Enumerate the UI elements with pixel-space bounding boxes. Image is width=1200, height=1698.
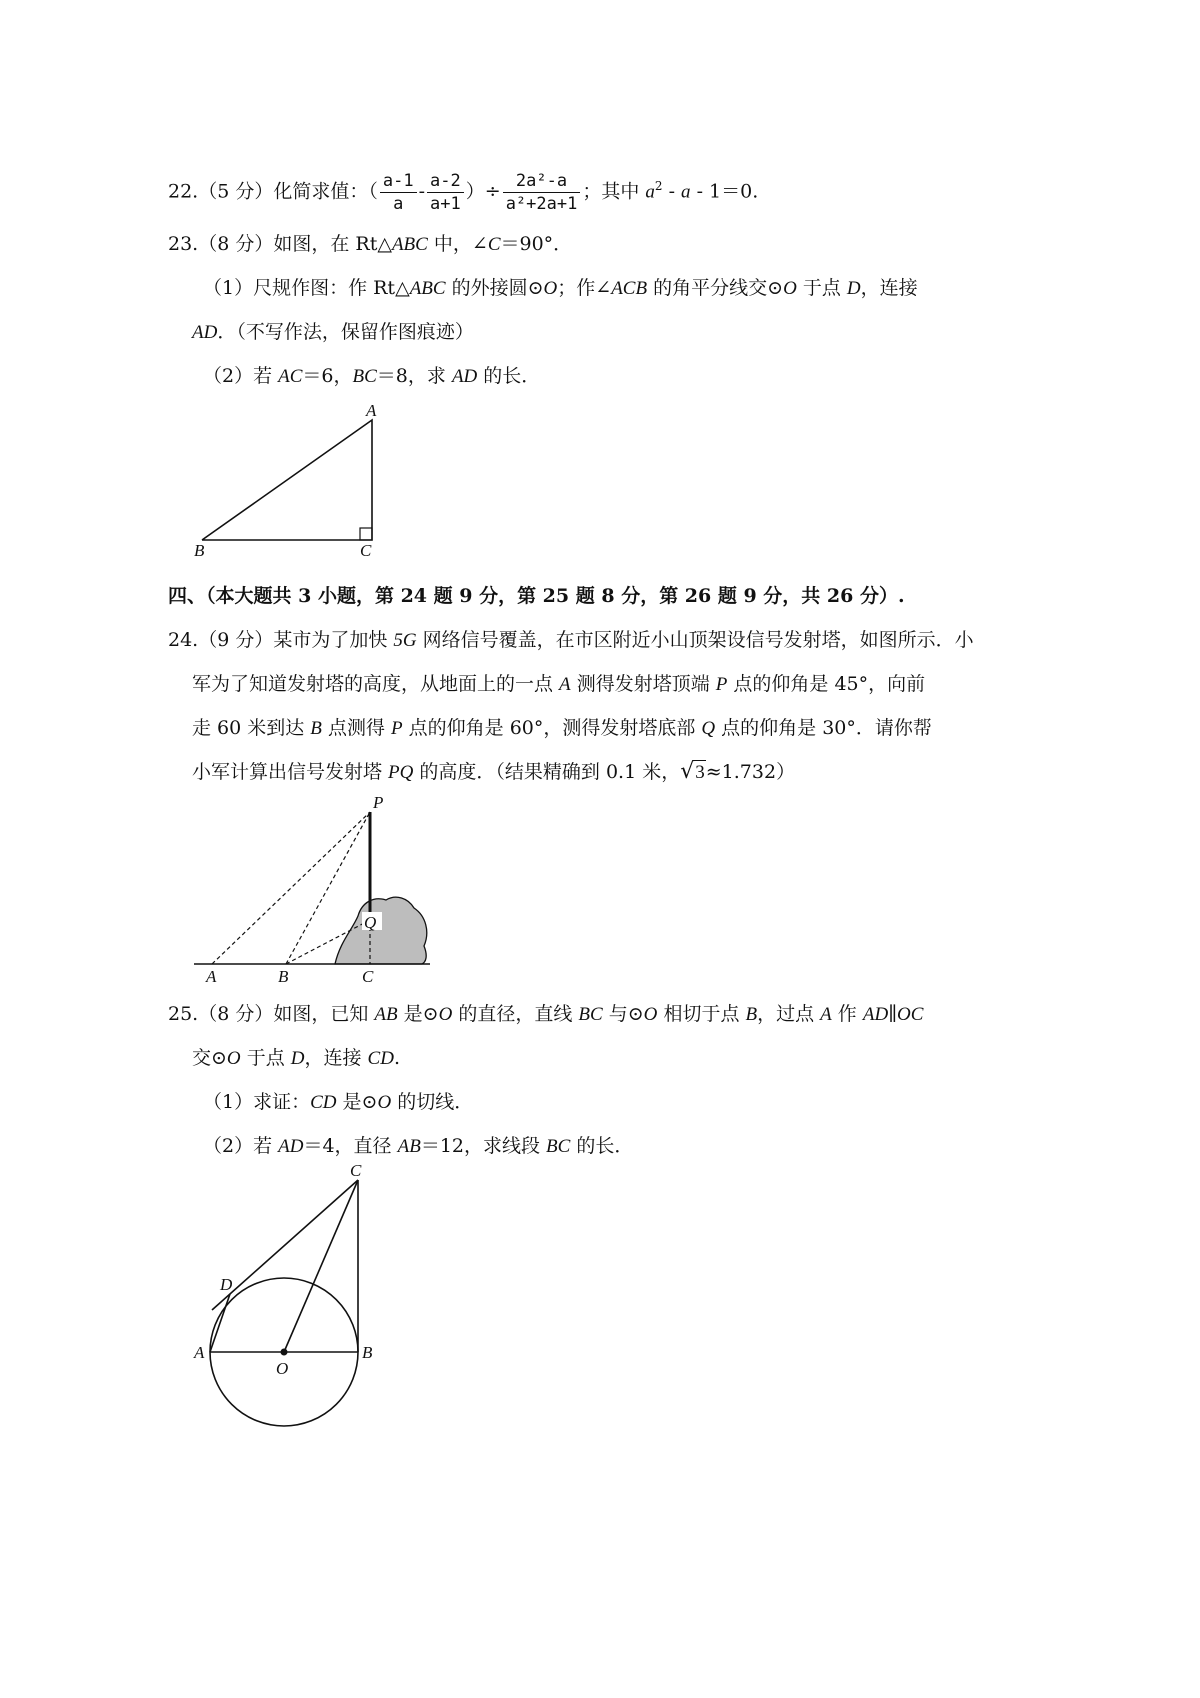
q24-line3 [192,716,932,741]
q25-l1-g: 作 [831,1003,863,1025]
q23-p1-ad: AD [192,322,218,343]
q22-cond-a: a [645,181,655,203]
q23-p1-o: O [543,278,558,299]
q24-l3-c: 点的仰角是 60°，测得发射塔底部 [402,717,702,739]
q25-l1-O2: O [643,1004,658,1025]
q23-p1-g: ．（不写作法，保留作图痕迹） [217,321,474,343]
q22-cond-mid: - [662,180,682,203]
q23-part1-line1 [203,276,918,301]
q22-f1-num: a-1 [382,170,414,191]
q22-f3-den: a²+2a+1 [503,192,581,215]
q25-line1 [168,1002,923,1027]
q23-part1-line2 [192,320,474,345]
q23-p1-f: ，连接 [860,277,918,299]
q25-l2-a: 交⊙ [192,1047,227,1069]
q24-radical-sign: √ [680,759,695,784]
q23-stem-abc: ABC [391,234,428,255]
q25-l1-a: 如图，已知 [273,1003,375,1025]
q24-label-a: A [206,967,217,986]
q24-label-b: B [278,967,289,986]
q23-label-a: A [366,401,377,420]
q23-part2 [203,364,540,389]
q25-l1-d: 与⊙ [602,1003,644,1025]
q24-label-q: Q [364,913,377,932]
q24-l4-b: 的高度．（结果精确到 0.1 米， [413,761,681,783]
q25-l1-AB: AB [374,1004,398,1025]
q25-p1-O: O [377,1092,392,1113]
q25-l1-e: 相切于点 [657,1003,746,1025]
q23-p1-abc: ABC [409,278,446,299]
q24-line2 [192,672,925,697]
q22-f2-num: a-2 [430,170,461,191]
q23-p1-o2: O [783,278,797,299]
q24-l2-P: P [715,674,728,695]
q25-l1-AD: AD [862,1004,889,1025]
q24-radicand: 3 [695,762,705,783]
q24-l1-b: 网络信号覆盖，在市区附近小山顶架设信号发射塔，如图所示．小 [416,629,974,651]
q25-l2-c: ，连接 [304,1047,368,1069]
q24-l2-A: A [559,674,571,695]
q25-l1-OC: OC [896,1004,924,1025]
q23-p2-c: ＝8，求 [376,365,452,387]
q22-divide: ÷ [484,180,501,203]
q24-line4 [192,760,795,785]
q23-p1-acb: ACB [611,278,648,299]
q25-part1 [203,1090,473,1115]
q25-p2-AD: AD [278,1136,304,1157]
q25-number: 25. [168,1003,199,1025]
q23-p2-b: ＝6， [302,365,353,387]
q22-line [168,164,758,215]
q25-label-b: B [362,1343,373,1362]
q22-number: 22. [168,180,199,203]
q23-stem-a: 如图，在 Rt△ [273,233,392,255]
q25-l2-b: 于点 [240,1047,291,1069]
q23-stem-c: C [487,234,501,255]
q25-line-cd [212,1180,358,1310]
q25-line2 [192,1046,400,1071]
q25-label-o: O [276,1359,289,1378]
q24-score: （9 分） [198,629,274,651]
q24-l3-P: P [391,718,403,739]
q24-line1 [168,628,974,653]
q23-p1-dd: D [846,278,861,299]
q24-l3-a: 走 60 米到达 [192,717,311,739]
q25-center-point [281,1349,288,1356]
q22-cond-sup: 2 [654,179,663,193]
q22-f2-den: a+1 [427,192,464,215]
q22-rparen: ） [465,180,485,203]
q24-l1-5g: 5G [393,630,417,651]
q23-p1-a: （1）尺规作图：作 Rt△ [203,277,410,299]
q22-lparen: （ [368,180,378,203]
q23-p2-ac: AC [278,366,303,387]
q23-triangle [202,420,372,540]
q25-l1-BC: BC [578,1004,603,1025]
q23-p1-d: 的角平分线交⊙ [647,277,784,299]
q23-p1-b: 的外接圆⊙ [445,277,544,299]
q25-l2-D: D [290,1048,305,1069]
q22-cond-a2: a [681,181,691,203]
q24-l4-a: 小军计算出信号发射塔 [192,761,389,783]
q25-score: （8 分） [198,1003,274,1025]
q22-f3-num: 2a²-a [515,170,568,191]
q22-fraction-3 [503,170,581,215]
q23-p2-bc: BC [352,366,377,387]
q22-minus: - [418,180,426,203]
q23-p1-c: ；作∠ [557,277,612,299]
q23-p2-d: 的长． [477,365,541,387]
q23-right-angle-mark [360,528,372,540]
q25-l1-f: ，过点 [757,1003,821,1025]
q25-p1-CD: CD [310,1092,337,1113]
q24-tower-figure [190,790,450,990]
q23-score: （8 分） [198,233,274,255]
q25-p2-BC: BC [546,1136,571,1157]
q25-label-c: C [350,1161,362,1180]
q25-p2-d: 的长． [570,1135,634,1157]
q22-fraction-2 [427,170,464,215]
q25-l2-O: O [226,1048,241,1069]
q25-l1-parallel: ∥ [888,1003,897,1025]
q25-p1-c: 的切线． [391,1091,474,1113]
q25-p2-c: ＝12，求线段 [420,1135,547,1157]
q23-p2-a: （2）若 [203,365,279,387]
q24-l4-PQ: PQ [388,762,414,783]
q22-cond-prefix: ；其中 [582,180,646,203]
q24-l1-a: 某市为了加快 [273,629,394,651]
q23-number: 23. [168,233,199,255]
q25-part2 [203,1134,633,1159]
q23-p1-e: 于点 [796,277,847,299]
q24-l2-b: 测得发射塔顶端 [570,673,716,695]
q25-l2-d: . [393,1047,400,1069]
q24-l3-Q: Q [701,718,716,739]
q22-lead: 化简求值： [273,180,369,203]
q24-l2-a: 军为了知道发射塔的高度，从地面上的一点 [192,673,560,695]
q25-l2-CD: CD [367,1048,394,1069]
section-4-heading: 四、（本大题共 3 小题，第 24 题 9 分，第 25 题 8 分，第 26 题 9 分，共 26 分）. [168,585,905,607]
q23-stem [168,232,572,257]
q22-score: （5 分） [198,180,274,203]
q25-l1-B: B [745,1004,758,1025]
q24-l2-c: 点的仰角是 45°，向前 [727,673,926,695]
q24-l4-c: ≈1.732） [705,761,796,783]
q22-fraction-1 [380,170,417,215]
q25-p1-b: 是⊙ [336,1091,378,1113]
q25-l1-A: A [820,1004,832,1025]
q23-stem-d: ＝90°． [500,233,573,255]
q24-l3-d: 点的仰角是 30°．请你帮 [715,717,932,739]
q23-label-b: B [194,541,205,560]
q25-l1-c: 的直径，直线 [452,1003,579,1025]
q25-label-d: D [220,1275,233,1294]
q25-p2-AB: AB [397,1136,421,1157]
q24-l3-B: B [310,718,322,739]
q24-label-c: C [362,967,374,986]
q23-stem-b: 中，∠ [427,233,488,255]
q22-f1-den: a [380,192,417,215]
q25-l1-b: 是⊙ [397,1003,439,1025]
q22-cond-tail: - 1＝0. [690,180,759,203]
q25-l1-O: O [438,1004,453,1025]
q24-l3-b: 点测得 [321,717,391,739]
q24-label-p: P [373,793,384,812]
q25-p2-a: （2）若 [203,1135,279,1157]
q23-p2-ad: AD [451,366,478,387]
q25-label-a: A [194,1343,205,1362]
q24-number: 24. [168,629,199,651]
q25-p2-b: ＝4，直径 [303,1135,398,1157]
q25-p1-a: （1）求证： [203,1091,311,1113]
q25-line-oc [284,1180,358,1352]
q25-circle-figure [190,1160,410,1450]
q23-triangle-figure [190,400,430,560]
q23-label-c: C [360,541,372,560]
